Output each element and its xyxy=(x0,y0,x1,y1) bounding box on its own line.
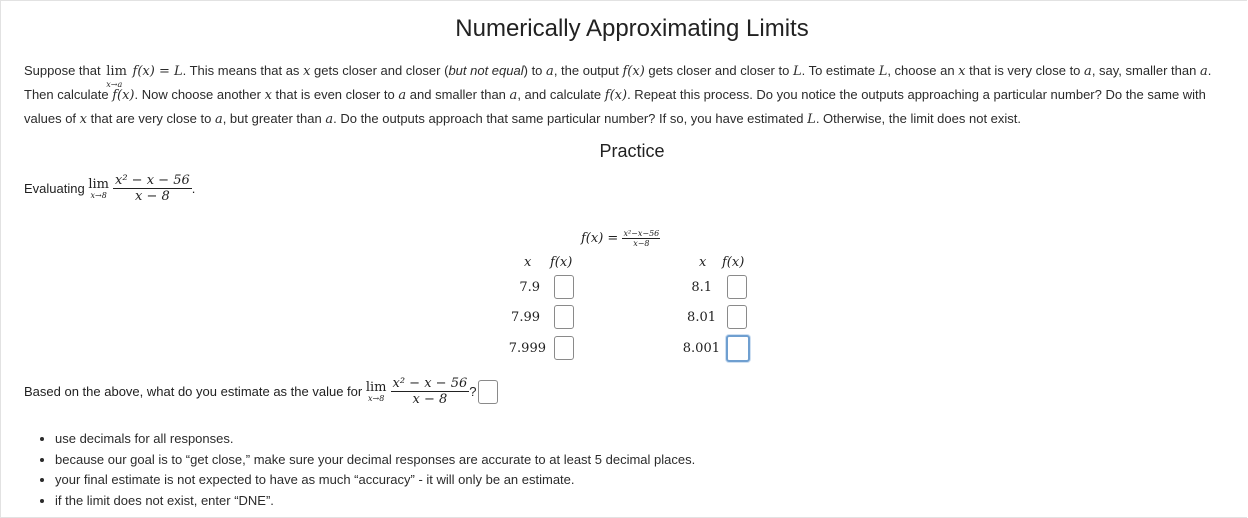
intro-text: . To estimate xyxy=(801,63,876,78)
question-mark: ? xyxy=(469,384,477,399)
lim-subscript: x→a xyxy=(106,80,123,89)
left-fx-input-2[interactable] xyxy=(554,305,574,329)
math-fx: f(x) xyxy=(622,64,645,79)
intro-text: , but greater than xyxy=(222,111,322,126)
intro-text: and smaller than xyxy=(409,87,506,102)
evaluating-line xyxy=(24,173,195,204)
right-table-header-fx: f(x) xyxy=(722,255,745,270)
left-fx-input-3[interactable] xyxy=(554,336,574,360)
math-x: x xyxy=(303,64,311,79)
lim-subscript: x→8 xyxy=(368,393,385,403)
math-x: x xyxy=(958,64,966,79)
page-title: Numerically Approximating Limits xyxy=(455,15,809,42)
intro-text: that is even closer to xyxy=(275,87,395,102)
right-x-value: 8.01 xyxy=(687,310,716,325)
left-x-value: 7.99 xyxy=(511,310,540,325)
left-table-header-x: x xyxy=(524,255,532,270)
lim-text: lim xyxy=(106,64,127,79)
math-a: a xyxy=(325,112,334,127)
note-item: • if the limit does not exist, enter “DNE”. xyxy=(55,491,695,512)
evaluating-label: Evaluating xyxy=(24,181,85,196)
math-L: L xyxy=(792,64,802,79)
fraction-denominator: x−8 xyxy=(633,239,650,248)
notes-list xyxy=(37,429,695,511)
intro-text: gets closer and closer ( xyxy=(314,63,449,78)
intro-text: . Repeat this process. Do you notice the outputs approaching a particular number? Do the same with values of xyxy=(24,87,1206,126)
fraction-numerator: x² − x − 56 xyxy=(115,173,190,188)
lim-text: lim xyxy=(88,176,109,192)
left-x-value: 7.9 xyxy=(519,280,540,295)
function-definition xyxy=(581,229,660,248)
limit-fraction xyxy=(391,376,470,407)
math-a: a xyxy=(509,88,518,103)
intro-text: . Do the outputs approach that same particular number? If so, you have estimated xyxy=(333,111,804,126)
fraction-numerator: x²−x−56 xyxy=(623,229,660,238)
lim-text: lim xyxy=(365,379,387,395)
intro-text: . Now choose another xyxy=(134,87,261,102)
math-a: a xyxy=(1199,64,1208,79)
intro-text: , and calculate xyxy=(517,87,602,102)
fraction-denominator: x − 8 xyxy=(134,189,170,204)
math-x: x xyxy=(79,112,88,127)
right-fx-input-1[interactable] xyxy=(727,275,747,299)
math-a: a xyxy=(546,64,554,79)
limit-estimate-input[interactable] xyxy=(478,380,498,404)
intro-text: , the output xyxy=(553,63,619,78)
limit-notation xyxy=(106,60,127,89)
fraction-denominator: x − 8 xyxy=(412,392,448,407)
fx-fraction xyxy=(622,229,660,248)
estimate-line xyxy=(24,376,498,407)
math-L: L xyxy=(807,112,816,127)
math-a: a xyxy=(214,112,223,127)
right-fx-input-3[interactable] xyxy=(726,335,750,362)
period: . xyxy=(191,181,196,196)
intro-paragraph xyxy=(24,59,1239,131)
practice-heading: Practice xyxy=(599,141,665,161)
limit-expression: f(x) = L xyxy=(132,64,183,79)
intro-text: Suppose that xyxy=(24,63,101,78)
intro-text: ) to xyxy=(523,63,543,78)
right-x-value: 8.1 xyxy=(691,280,712,295)
limit-operator xyxy=(366,381,387,403)
limit-operator xyxy=(88,178,109,200)
right-x-value: 8.001 xyxy=(682,341,720,356)
limit-fraction xyxy=(113,173,192,204)
emphasis-text: but not equal xyxy=(448,63,524,78)
fx-lhs: f(x) = xyxy=(581,231,619,246)
lim-subscript: x→8 xyxy=(90,190,107,200)
intro-text: . This means that as xyxy=(182,63,300,78)
math-a: a xyxy=(398,88,407,103)
intro-text: . Then calculate xyxy=(24,63,1212,102)
math-x: x xyxy=(264,88,272,103)
left-table-header-fx: f(x) xyxy=(550,255,573,270)
right-table-header-x: x xyxy=(699,255,707,270)
math-fx: f(x) xyxy=(604,88,628,103)
intro-text: that is very close to xyxy=(969,63,1081,78)
intro-text: , say, smaller than xyxy=(1091,63,1197,78)
math-fx: f(x) xyxy=(112,88,135,103)
note-item: • your final estimate is not expected to have as much “accuracy” - it will only be an estimate. xyxy=(55,470,695,491)
intro-text: that are very close to xyxy=(90,111,212,126)
intro-text: gets closer and closer to xyxy=(648,63,790,78)
intro-text: , choose an xyxy=(887,63,955,78)
math-L: L xyxy=(878,64,888,79)
intro-text: . Otherwise, the limit does not exist. xyxy=(815,111,1022,126)
fraction-numerator: x² − x − 56 xyxy=(392,376,468,391)
left-x-value: 7.999 xyxy=(508,341,546,356)
note-item: • use decimals for all responses. xyxy=(55,429,695,450)
left-fx-input-1[interactable] xyxy=(554,275,574,299)
right-fx-input-2[interactable] xyxy=(727,305,747,329)
math-a: a xyxy=(1084,64,1092,79)
note-item: • because our goal is to “get close,” make sure your decimal responses are accurate to at least 5 decimal places. xyxy=(55,450,695,471)
estimate-label: Based on the above, what do you estimate as the value for xyxy=(24,384,363,399)
